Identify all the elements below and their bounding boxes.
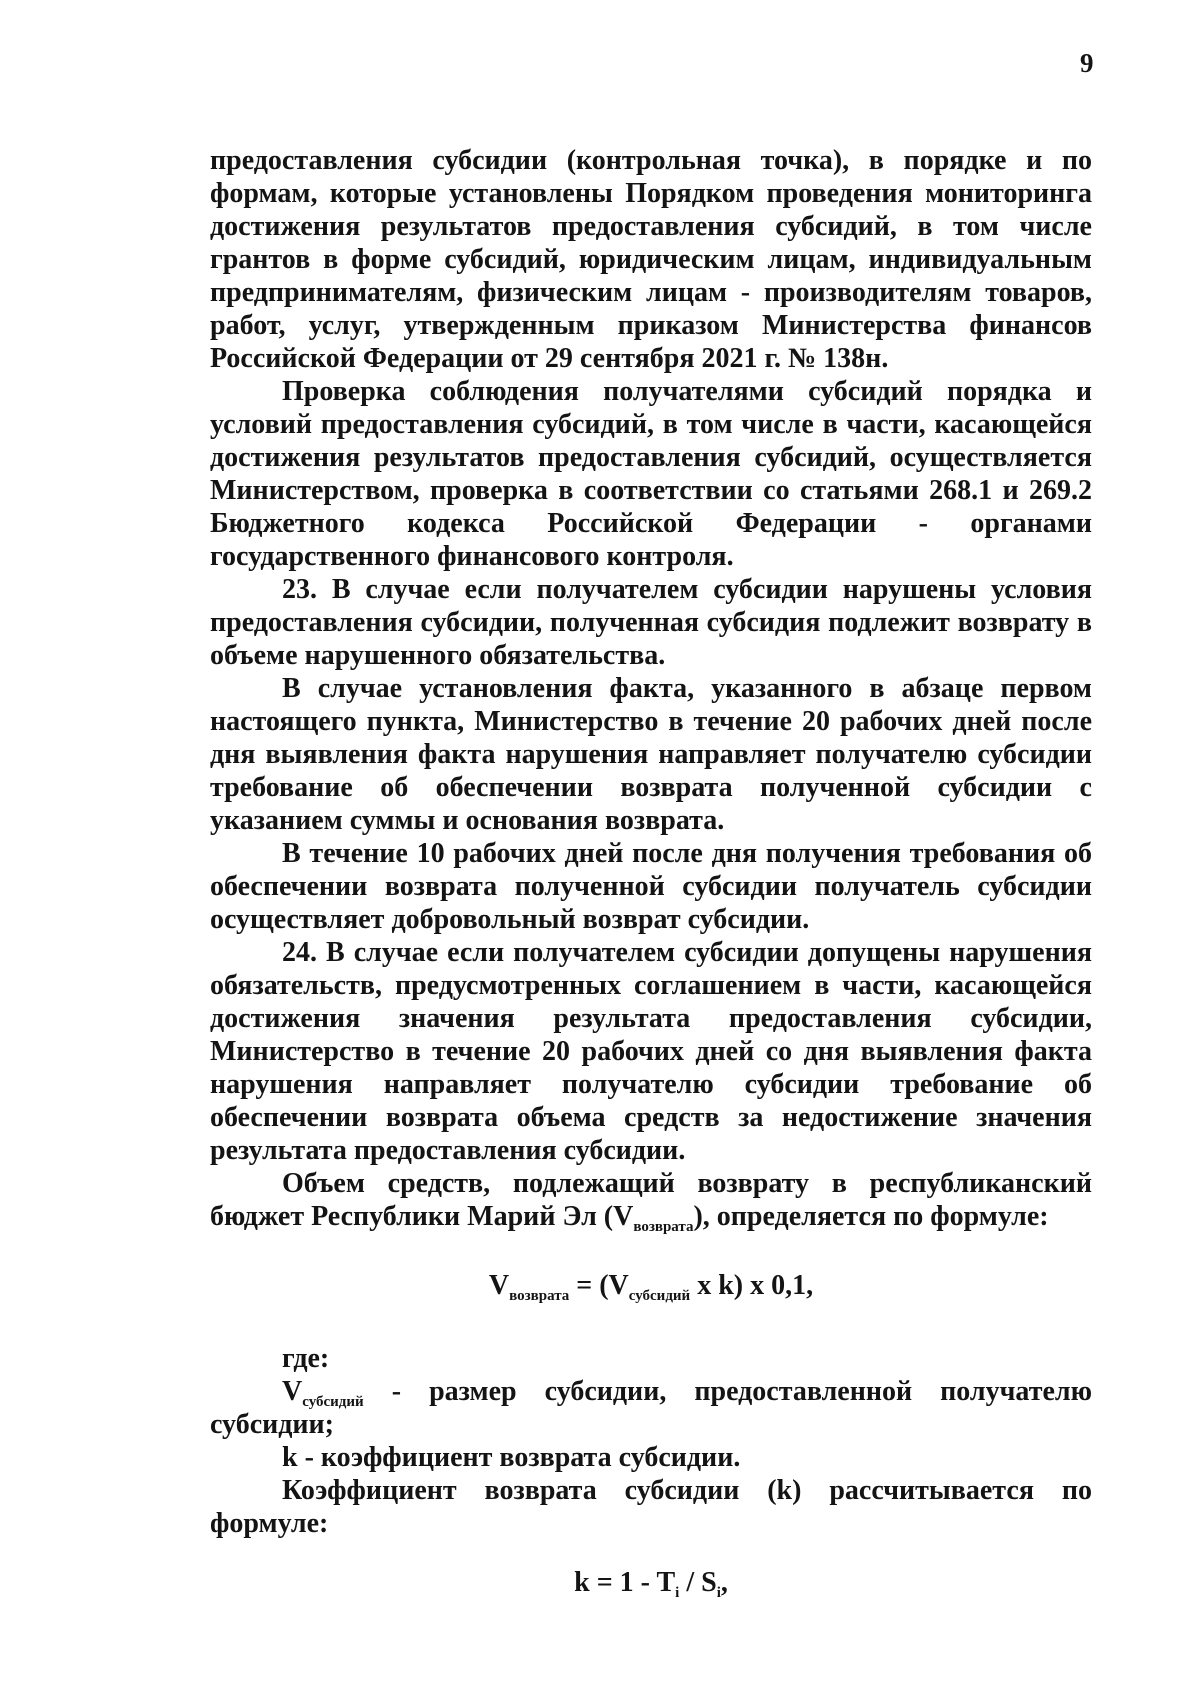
- formula-text: V: [488, 1270, 510, 1301]
- paragraph: предоставления субсидии (контрольная точка), в порядке и по формам, которые установлены Порядком проведения мониторинга достижения результатов предоставления субсидий, в том числе грантов в форме субсидий, юридическим лицам, индивидуальным предпринимателям, физическим лицам - производителям товаров, работ, услуг, утвержденным приказом Министерства финансов Российской Федерации от 29 сентября 2021 г. № 138н.: [210, 145, 1092, 374]
- paragraph: В случае установления факта, указанного в абзаце первом настоящего пункта, Министерство в течение 20 рабочих дней после дня выявления факта нарушения направляет получателю субсидии требование об обеспечении возврата полученной субсидии с указанием суммы и основания возврата.: [210, 673, 1092, 836]
- where-label: где:: [282, 1343, 330, 1374]
- subscript: i: [675, 1585, 680, 1601]
- paragraph: Проверка соблюдения получателями субсидий порядка и условий предоставления субсидий, в том числе в части, касающейся достижения результатов предоставления субсидий, осуществляется Министерством, проверка в соответствии со статьями 268.1 и 269.2 Бюджетного кодекса Российской Федерации - органами государственного финансового контроля.: [210, 376, 1092, 572]
- text: Объем средств, подлежащий возврату в республиканский бюджет Республики Марий Эл (V: [210, 1168, 1092, 1232]
- formula-text: / S: [679, 1567, 717, 1598]
- paragraph-item-23: 23. В случае если получателем субсидии нарушены условия предоставления субсидии, полученная субсидия подлежит возврату в объеме нарушенного обязательства.: [210, 574, 1092, 671]
- formula-text: x k) x 0,1,: [690, 1270, 814, 1301]
- subscript: возврата: [633, 1219, 694, 1235]
- formula-text: k = 1 - T: [574, 1567, 676, 1598]
- paragraph: [210, 1167, 1092, 1233]
- formula-coefficient: [210, 1566, 1092, 1599]
- document-body: [210, 144, 1092, 1599]
- formula-return-volume: [210, 1269, 1092, 1302]
- text: ), определяется по формуле:: [693, 1201, 1049, 1232]
- subscript: субсидий: [302, 1394, 364, 1410]
- formula-text: = (V: [569, 1270, 629, 1301]
- paragraph-item-24: 24. В случае если получателем субсидии допущены нарушения обязательств, предусмотренных соглашением в части, касающейся достижения значения результата предоставления субсидии, Министерство в течение 20 рабочих дней со дня выявления факта нарушения направляет получателю субсидии требование об обеспечении возврата объема средств за недостижение значения результата предоставления субсидии.: [210, 937, 1092, 1166]
- definition-v-subsidy: $V_{субсидий}$ - размер субсидии, предоставленной получателю субсидии;: [210, 1376, 1092, 1440]
- definition-k: k - коэффициент возврата субсидии.: [282, 1442, 741, 1473]
- paragraph: Коэффициент возврата субсидии (k) рассчитывается по формуле:: [210, 1475, 1092, 1539]
- formula-text: ,: [720, 1567, 728, 1598]
- page-number: 9: [1080, 48, 1094, 78]
- subscript: возврата: [509, 1288, 570, 1304]
- paragraph: В течение 10 рабочих дней после дня получения требования об обеспечении возврата полученной субсидии получатель субсидии осуществляет добровольный возврат субсидии.: [210, 838, 1092, 935]
- text: - размер субсидии, предоставленной получателю субсидии;: [210, 1376, 1092, 1440]
- subscript: i: [716, 1585, 721, 1601]
- subscript: субсидий: [628, 1288, 691, 1304]
